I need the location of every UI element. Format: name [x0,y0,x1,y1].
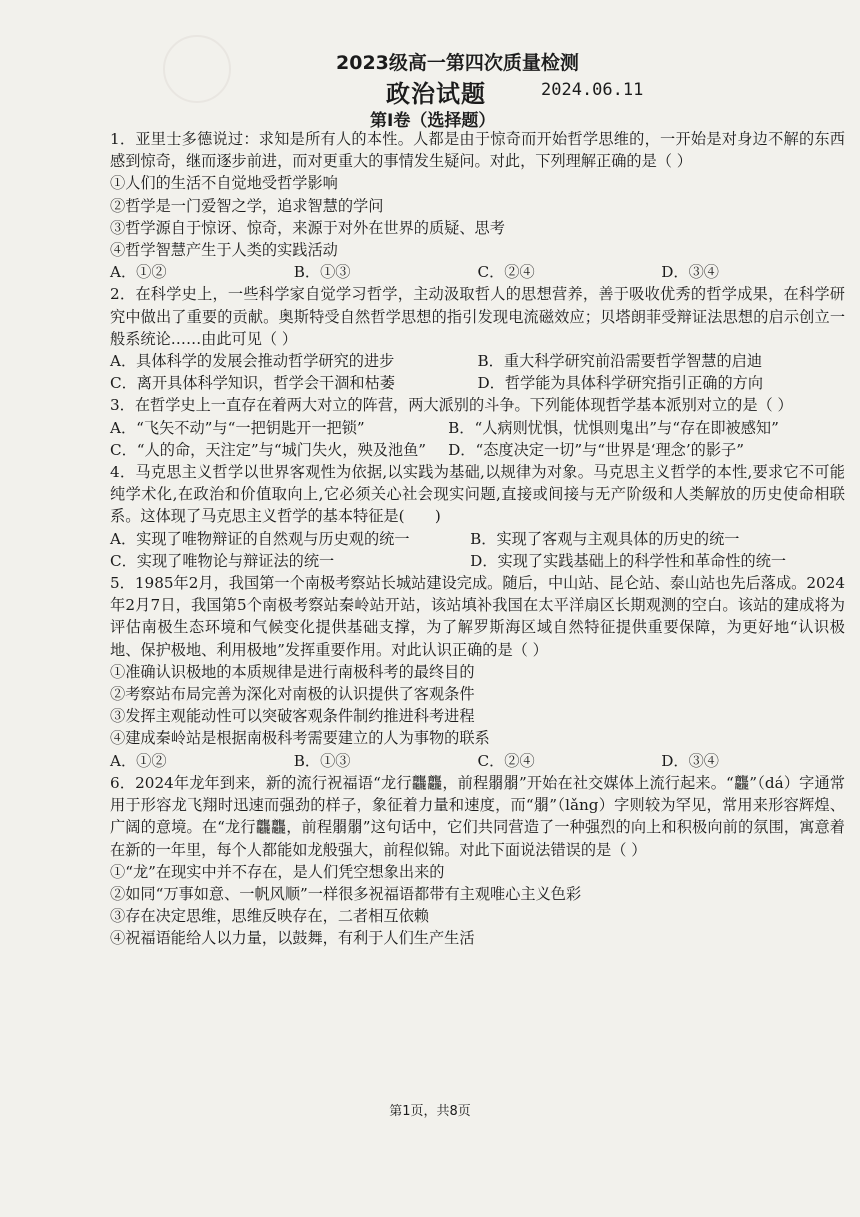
exam-date: 2024.06.11 [541,80,644,100]
answer-choices-row-1 [110,350,845,372]
question-stem: 3．在哲学史上一直存在着两大对立的阵营，两大派别的斗争。下列能体现哲学基本派别对立的是（ ） [110,396,793,415]
question-stem: 2．在科学史上，一些科学家自觉学习哲学，主动汲取哲人的思想营养，善于吸收优秀的哲学成果，在科学研究中做出了重要的贡献。奥斯特受自然哲学思想的指引发现电流磁效应；贝塔朗菲受辩证法思想的启示创立一般系统论……由此可见（ ） [110,285,845,348]
question-stem: 1．亚里士多德说过：求知是所有人的本性。人都是由于惊奇而开始哲学思维的，一开始是对身边不解的东西感到惊奇，继而逐步前进，而对更重大的事情发生疑问。对此，下列理解正确的是（ ） [110,130,845,171]
choice-d: D．③④ [661,263,719,282]
choice-c: C．实现了唯物论与辩证法的统一 [110,551,335,570]
choice-c: C．②④ [477,263,535,282]
choice-b: B．①③ [293,751,351,770]
statement: ④建成秦岭站是根据南极科考需要建立的人为事物的联系 [110,729,490,748]
statement: ②考察站布局完善为深化对南极的认识提供了客观条件 [110,685,475,704]
part-title: 第Ⅰ卷（选择题） [370,111,496,131]
statement: ①“龙”在现实中并不存在，是人们凭空想象出来的 [110,862,445,881]
question-list [110,128,845,950]
faded-stamp-mark [163,35,231,103]
question-stem: 5．1985年2月，我国第一个南极考察站长城站建设完成。随后，中山站、昆仑站、泰山站也先后落成。2024年2月7日，我国第5个南极考察站秦岭站开站，该站填补我国在太平洋扇区长期观测的空白。该站的建成将为评估南极生态环境和气候变化提供基础支撑，为了解罗斯海区域自然特征提供重要保障，为更好地“认识极地、保护极地、利用极地”发挥重要作用。对此认识正确的是（ ） [110,574,845,659]
choice-b: B．①③ [293,263,351,282]
choice-c: C．离开具体科学知识，哲学会干涸和枯萎 [110,374,395,393]
question-6 [110,772,845,950]
question-stem: 4．马克思主义哲学以世界客观性为依据,以实践为基础,以规律为对象。马克思主义哲学的本性,要求它不可能纯学术化,在政治和价值取向上,它必须关心社会现实问题,直接或间接与无产阶级和人类解放的历史使命相联系。这体现了马克思主义哲学的基本特征是( ) [110,463,845,526]
choice-d: D．③④ [661,751,719,770]
statement: ③哲学源自于惊讶、惊奇，来源于对外在世界的质疑、思考 [110,218,505,237]
answer-choices-row-2 [110,550,845,572]
answer-choices-row-2 [110,372,845,394]
choice-d: D．“态度决定一切”与“世界是‘理念’的影子” [448,440,744,459]
answer-choices-row-1 [110,528,845,550]
answer-choices [110,750,845,772]
choice-d: D．实现了实践基础上的科学性和革命性的统一 [470,551,787,570]
choice-c: C．②④ [477,751,535,770]
choice-a: A．具体科学的发展会推动哲学研究的进步 [110,352,395,371]
choice-b: B．实现了客观与主观具体的历史的统一 [470,529,740,548]
choice-a: A．①② [110,263,167,282]
choice-b: B．重大科学研究前沿需要哲学智慧的启迪 [477,352,763,371]
question-2 [110,283,845,394]
answer-choices [110,261,845,283]
question-1 [110,128,845,283]
question-3 [110,394,845,461]
choice-c: C．“人的命，天注定”与“城门失火，殃及池鱼” [110,440,427,459]
choice-a: A．①② [110,751,167,770]
statement: ③发挥主观能动性可以突破客观条件制约推进科考进程 [110,707,475,726]
question-4 [110,461,845,572]
subject-title: 政治试题 [386,80,486,108]
choice-b: B．“人病则忧惧，忧惧则鬼出”与“存在即被感知” [448,418,779,437]
choice-d: D．哲学能为具体科学研究指引正确的方向 [477,374,764,393]
statement: ③存在决定思维，思维反映存在，二者相互依赖 [110,907,429,926]
statement: ②哲学是一门爱智之学，追求智慧的学问 [110,196,384,215]
answer-choices-row-1 [110,417,845,439]
statement: ①准确认识极地的本质规律是进行南极科考的最终目的 [110,662,475,681]
page-number: 第1页，共8页 [389,1104,471,1119]
exam-title: 2023级高一第四次质量检测 [336,52,579,74]
choice-a: A．实现了唯物辩证的自然观与历史观的统一 [110,529,410,548]
question-stem: 6．2024年龙年到来，新的流行祝福语“龙行龘龘，前程朤朤”开始在社交媒体上流行起来。“龘”（dá）字通常用于形容龙飞翔时迅速而强劲的样子，象征着力量和速度，而“朤”（lǎng）字则较为罕见，常用来形容辉煌、广阔的意境。在“龙行龘龘，前程朤朤”这句话中，它们共同营造了一种强烈的向上和积极向前的氛围，寓意着在新的一年里，每个人都能如龙般强大，前程似锦。对此下面说法错误的是（ ） [110,773,845,859]
answer-choices-row-2 [110,439,845,461]
choice-a: A．“飞矢不动”与“一把钥匙开一把锁” [110,418,365,437]
statement: ④祝福语能给人以力量，以鼓舞，有利于人们生产生活 [110,929,475,948]
question-5 [110,572,845,772]
statement: ①人们的生活不自觉地受哲学影响 [110,174,338,193]
statement: ②如同“万事如意、一帆风顺”一样很多祝福语都带有主观唯心主义色彩 [110,884,582,903]
statement: ④哲学智慧产生于人类的实践活动 [110,241,338,260]
